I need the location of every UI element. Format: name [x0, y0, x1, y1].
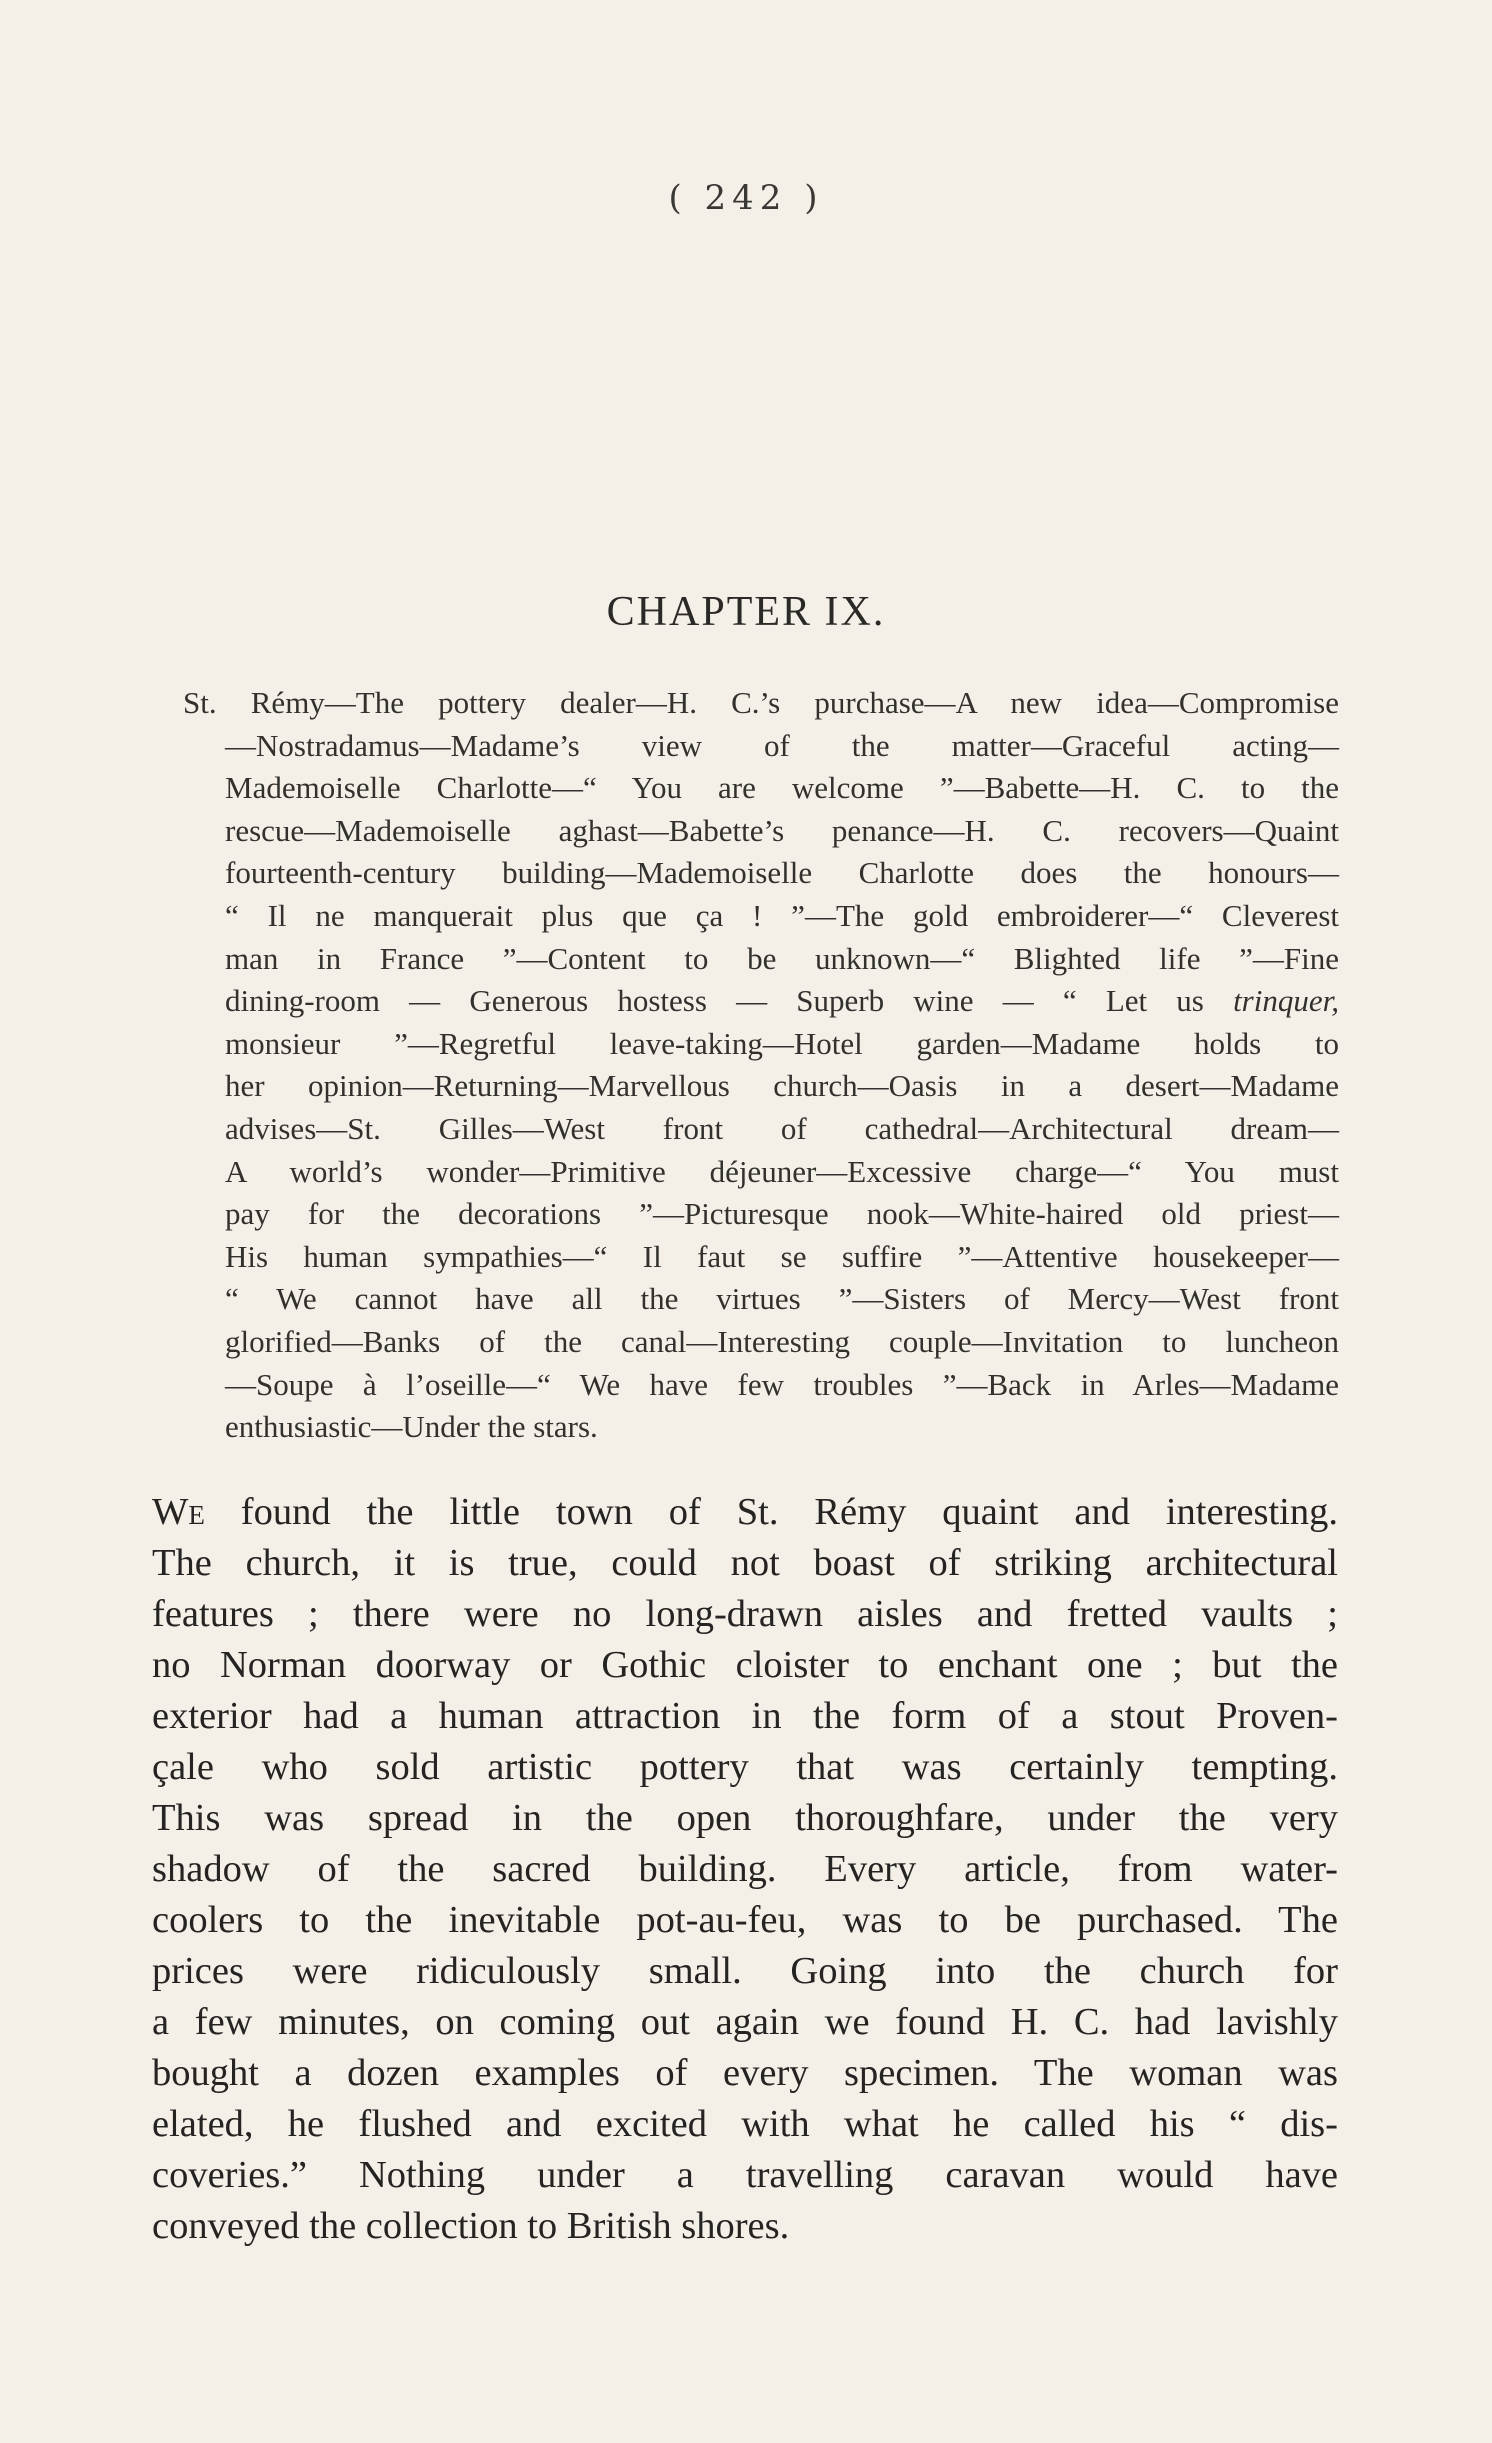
body-line: elated, he flushed and excited with what he called his “ dis-	[152, 2103, 1338, 2145]
body-line: shadow of the sacred building. Every article, from water-	[152, 1848, 1338, 1890]
body-line: conveyed the collection to British shores.	[152, 2205, 790, 2247]
synopsis-line-text: dining-room — Generous hostess — Superb wine — “ Let us	[225, 983, 1234, 1019]
body-line: bought a dozen examples of every specimen. The woman was	[152, 2052, 1338, 2094]
drop-word: We	[152, 1491, 205, 1533]
synopsis-line: pay for the decorations ”—Picturesque nook—White-haired old priest—	[225, 1196, 1339, 1232]
synopsis-line: her opinion—Returning—Marvellous church—Oasis in a desert—Madame	[225, 1068, 1339, 1104]
synopsis-line: —Soupe à l’oseille—“ We have few troubles ”—Back in Arles—Madame	[225, 1366, 1339, 1402]
body-line: features ; there were no long-drawn aisles and fretted vaults ;	[152, 1593, 1338, 1635]
synopsis-line: rescue—Mademoiselle aghast—Babette’s penance—H. C. recovers—Quaint	[225, 812, 1339, 848]
synopsis-line: man in France ”—Content to be unknown—“ Blighted life ”—Fine	[225, 940, 1339, 976]
synopsis-line: St. Rémy—The pottery dealer—H. C.’s purchase—A new idea—Compromise	[183, 685, 1339, 720]
body-first-line	[152, 1487, 1338, 1538]
synopsis-line: enthusiastic—Under the stars.	[225, 1409, 598, 1445]
body-line: coveries.” Nothing under a travelling caravan would have	[152, 2154, 1338, 2196]
chapter-synopsis	[183, 682, 1339, 1449]
synopsis-line: Mademoiselle Charlotte—“ You are welcome ”—Babette—H. C. to the	[225, 770, 1339, 806]
synopsis-line: His human sympathies—“ Il faut se suffire ”—Attentive housekeeper—	[225, 1238, 1339, 1274]
synopsis-line-with-italic	[183, 980, 1339, 1023]
synopsis-line: fourteenth-century building—Mademoiselle Charlotte does the honours—	[225, 855, 1339, 891]
body-line-text: found the little town of St. Rémy quaint and interesting.	[204, 1491, 1338, 1533]
body-line: çale who sold artistic pottery that was certainly tempting.	[152, 1746, 1338, 1788]
body-line: a few minutes, on coming out again we found H. C. had lavishly	[152, 2001, 1338, 2043]
synopsis-line: advises—St. Gilles—West front of cathedral—Architectural dream—	[225, 1110, 1339, 1146]
synopsis-line: A world’s wonder—Primitive déjeuner—Excessive charge—“ You must	[225, 1153, 1339, 1189]
chapter-body-paragraph	[152, 1487, 1338, 2252]
page-number: ( 242 )	[668, 178, 824, 218]
synopsis-line: monsieur ”—Regretful leave-taking—Hotel garden—Madame holds to	[225, 1025, 1339, 1061]
body-line: exterior had a human attraction in the form of a stout Proven-	[152, 1695, 1338, 1737]
chapter-title: CHAPTER IX.	[606, 589, 886, 635]
body-line: The church, it is true, could not boast of striking architectural	[152, 1542, 1338, 1584]
body-line: coolers to the inevitable pot-au-feu, was to be purchased. The	[152, 1899, 1338, 1941]
synopsis-line: “ We cannot have all the virtues ”—Sisters of Mercy—West front	[225, 1281, 1339, 1317]
body-line: This was spread in the open thoroughfare, under the very	[152, 1797, 1338, 1839]
synopsis-line: “ Il ne manquerait plus que ça ! ”—The gold embroiderer—“ Cleverest	[225, 897, 1339, 933]
italic-word-trinquer: trinquer,	[1233, 983, 1339, 1019]
synopsis-line: —Nostradamus—Madame’s view of the matter—Graceful acting—	[225, 727, 1339, 763]
synopsis-line: glorified—Banks of the canal—Interesting couple—Invitation to luncheon	[225, 1323, 1339, 1359]
body-line: no Norman doorway or Gothic cloister to enchant one ; but the	[152, 1644, 1338, 1686]
body-line: prices were ridiculously small. Going into the church for	[152, 1950, 1338, 1992]
